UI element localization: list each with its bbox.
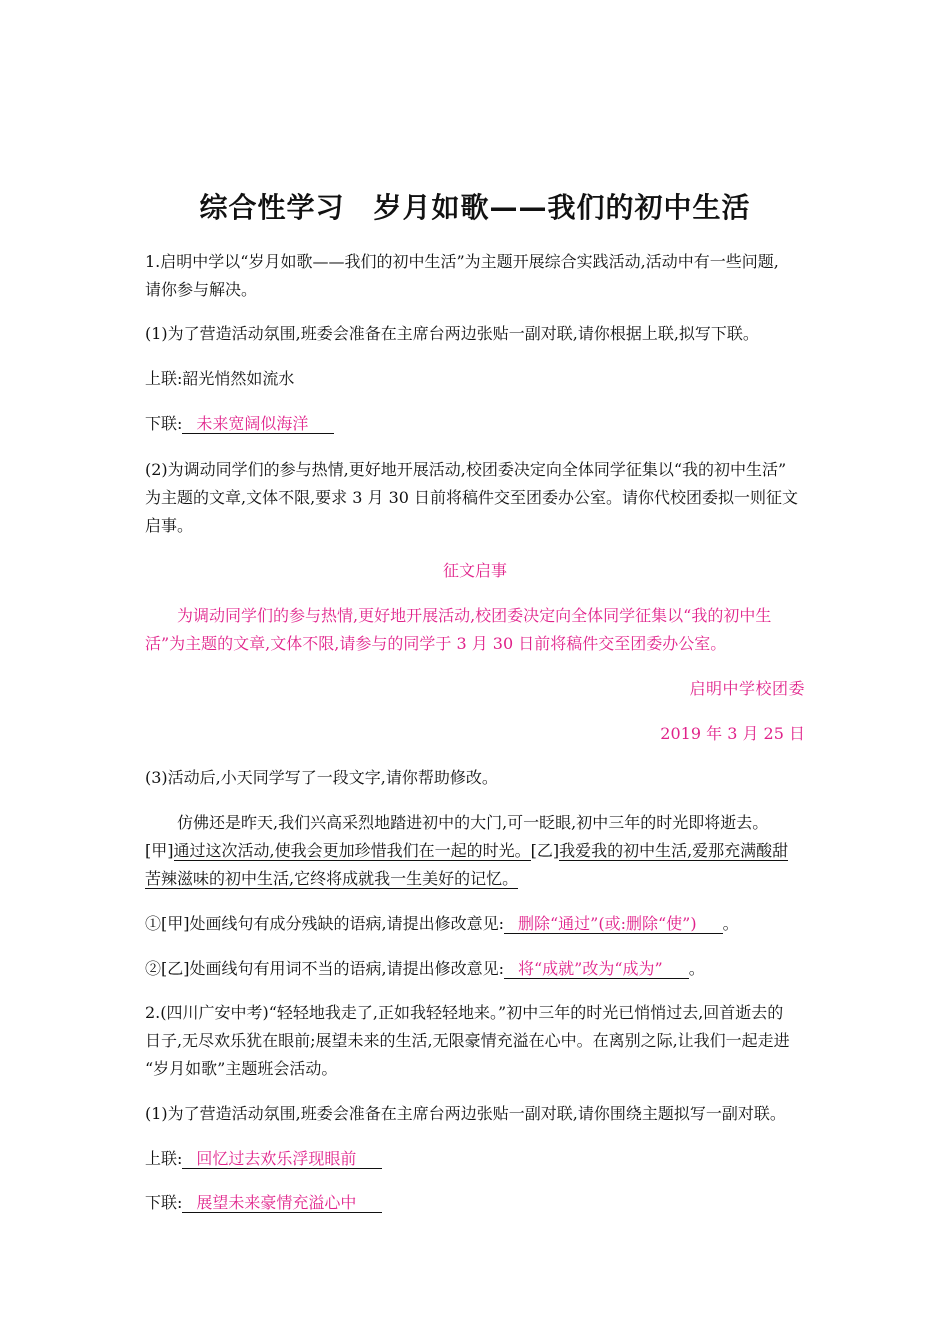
notice-line2: 活”为主题的文章,文体不限,请参与的同学于 3 月 30 日前将稿件交至团委办公室。 — [145, 634, 727, 653]
q2-upper-couplet — [145, 1149, 382, 1169]
q1-part2-line2: 为主题的文章,文体不限,要求 3 月 30 日前将稿件交至团委办公室。请你代校团委拟一则征文 — [145, 488, 799, 507]
notice-title: 征文启事 — [442, 561, 507, 580]
page-title: 综合性学习 岁月如歌——我们的初中生活 — [199, 191, 751, 224]
q1-intro-line1: 1.启明中学以“岁月如歌——我们的初中生活”为主题开展综合实践活动,活动中有一些问题, — [145, 252, 779, 271]
q2-intro-line3: “岁月如歌”主题班会活动。 — [145, 1059, 338, 1078]
q1-part3: (3)活动后,小天同学写了一段文字,请你帮助修改。 — [145, 768, 498, 787]
q1-upper-couplet: 上联:韶光悄然如流水 — [145, 369, 295, 388]
q1-part2-line3: 启事。 — [145, 516, 194, 535]
jia-sentence: 通过这次活动,使我会更加珍惜我们在一起的时光。 — [173, 841, 531, 860]
lower-label: 下联: — [145, 414, 183, 433]
sub-question-2 — [145, 959, 705, 979]
q2-intro-line1: 2.(四川广安中考)“轻轻地我走了,正如我轻轻地来。”初中三年的时光已悄悄过去,回首逝去的 — [145, 1003, 784, 1022]
notice-signature: 启明中学校团委 — [689, 679, 805, 698]
sub2-text: ②[乙]处画线句有用词不当的语病,请提出修改意见: — [145, 959, 504, 978]
q2-upper-label: 上联: — [145, 1149, 183, 1168]
q2-upper-answer: 回忆过去欢乐浮现眼前 — [182, 1149, 382, 1169]
sub2-answer: 将“成就”改为“成为” — [504, 959, 689, 979]
passage-line3 — [145, 869, 518, 889]
notice-line1: 为调动同学们的参与热情,更好地开展活动,校团委决定向全体同学征集以“我的初中生 — [177, 606, 772, 625]
sub1-text: ①[甲]处画线句有成分残缺的语病,请提出修改意见: — [145, 914, 504, 933]
q1-part2-line1: (2)为调动同学们的参与热情,更好地开展活动,校团委决定向全体同学征集以“我的初中生活” — [145, 460, 787, 479]
q1-part1: (1)为了营造活动氛围,班委会准备在主席台两边张贴一副对联,请你根据上联,拟写下联。 — [145, 324, 759, 343]
lower-answer: 未来宽阔似海洋 — [182, 414, 334, 434]
sub1-answer: 删除“通过”(或:删除“使”) — [504, 914, 723, 934]
q2-lower-label: 下联: — [145, 1193, 183, 1212]
marker-jia: [甲] — [145, 841, 174, 860]
sub1-end: 。 — [722, 914, 739, 933]
passage-line2 — [145, 841, 788, 861]
sub2-end: 。 — [688, 959, 705, 978]
sub-question-1 — [145, 914, 739, 934]
q2-lower-answer: 展望未来豪情充溢心中 — [182, 1193, 382, 1213]
q2-part1: (1)为了营造活动氛围,班委会准备在主席台两边张贴一副对联,请你围绕主题拟写一副对联。 — [145, 1104, 786, 1123]
notice-date: 2019 年 3 月 25 日 — [660, 724, 805, 743]
marker-yi: [乙] — [530, 841, 560, 860]
q2-intro-line2: 日子,无尽欢乐犹在眼前;展望未来的生活,无限豪情充溢在心中。在离别之际,让我们一起走进 — [145, 1031, 790, 1050]
q2-lower-couplet — [145, 1193, 382, 1213]
yi-sentence-part1: 我爱我的初中生活,爱那充满酸甜 — [559, 841, 789, 860]
yi-sentence-part2: 苦辣滋味的初中生活,它终将成就我一生美好的记忆。 — [145, 869, 519, 888]
q1-intro-line2: 请你参与解决。 — [145, 280, 258, 299]
q1-lower-couplet — [145, 414, 334, 434]
passage-line1: 仿佛还是昨天,我们兴高采烈地踏进初中的大门,可一眨眼,初中三年的时光即将逝去。 — [177, 813, 769, 832]
